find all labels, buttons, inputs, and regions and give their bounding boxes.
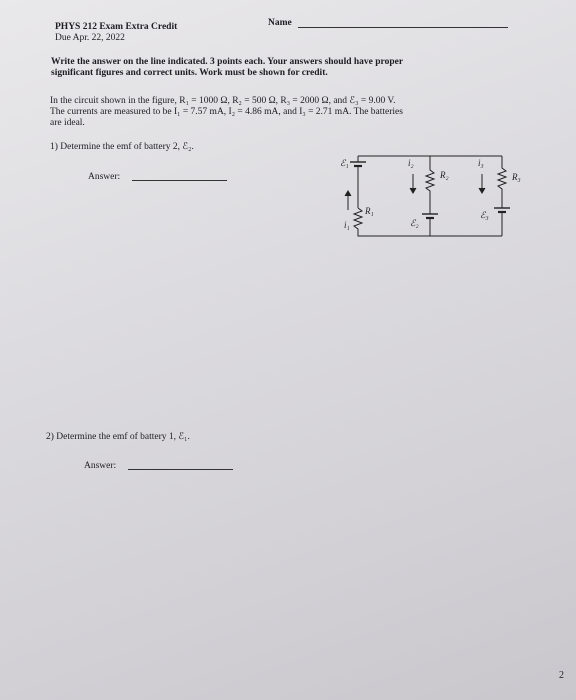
- label-i2: i₂: [408, 158, 414, 168]
- problem-line-1: In the circuit shown in the figure, R₁ = 1000 Ω, R₂ = 500 Ω, R₃ = 2000 Ω, and ℰ₃ = 9.00 V.: [50, 96, 396, 106]
- answer-2-line[interactable]: [128, 469, 233, 470]
- label-e3: ℰ₃: [480, 210, 489, 220]
- due-date: Due Apr. 22, 2022: [55, 33, 125, 43]
- label-i1: i₁: [344, 220, 350, 230]
- instructions-line-2: significant figures and correct units. Work must be shown for credit.: [51, 68, 328, 78]
- answer-2-label: Answer:: [84, 461, 117, 471]
- name-label: Name: [268, 18, 292, 28]
- answer-1-label: Answer:: [88, 172, 121, 182]
- label-r1: R₁: [365, 206, 374, 216]
- question-2: 2) Determine the emf of battery 1, ℰ₁.: [46, 432, 190, 442]
- problem-line-2: The currents are measured to be I₁ = 7.57 mA, I₂ = 4.86 mA, and I₃ = 2.71 mA. The batteries: [50, 107, 403, 117]
- label-i3: i₃: [478, 158, 484, 168]
- instructions-line-1: Write the answer on the line indicated. 3 points each. Your answers should have proper: [51, 57, 404, 67]
- label-r3: R₃: [512, 172, 521, 182]
- label-r2: R₂: [440, 170, 449, 180]
- circuit-diagram: [330, 148, 530, 248]
- name-line[interactable]: [298, 27, 508, 28]
- problem-line-3: are ideal.: [50, 118, 85, 128]
- label-e1: ℰ₁: [340, 158, 349, 168]
- answer-1-line[interactable]: [132, 180, 227, 181]
- course-title: PHYS 212 Exam Extra Credit: [55, 22, 178, 32]
- label-e2: ℰ₂: [410, 218, 419, 228]
- page-number: 2: [559, 670, 564, 681]
- question-1: 1) Determine the emf of battery 2, ℰ₂.: [50, 142, 194, 152]
